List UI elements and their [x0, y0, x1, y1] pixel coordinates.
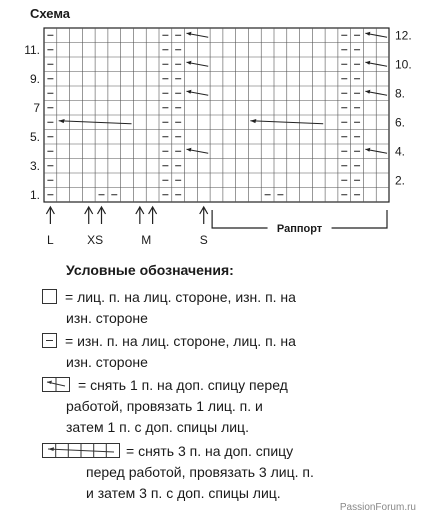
row-label-right: 10.: [395, 57, 412, 72]
row-label-right: 4.: [395, 144, 406, 159]
row-label-right: 8.: [395, 86, 406, 101]
row-label-left: 9.: [29, 71, 40, 86]
legend-item-cable-1x1-line-3: затем 1 п. с доп. спицы лиц.: [66, 419, 249, 435]
chart-title: Схема: [30, 6, 71, 21]
size-label: XS: [87, 233, 104, 247]
legend-item-knit-line-2: изн. стороне: [66, 310, 148, 326]
row-label-right: 12.: [395, 28, 412, 43]
row-label-left: 11.: [24, 42, 40, 57]
legend-item-knit: [42, 288, 296, 307]
legend-item-cable-3x3: [42, 442, 293, 461]
legend-item-cable-1x1-line-2: работой, провязать 1 лиц. п. и: [66, 398, 263, 414]
legend-item-cable-3x3-line-2: перед работой, провязать 3 лиц. п.: [86, 464, 314, 480]
repeat-label: Раппорт: [276, 223, 323, 235]
size-label: S: [199, 233, 208, 247]
cable-1x1-icon: [42, 377, 70, 392]
legend-item-cable-3x3-line-1: = снять 3 п. на доп. спицу: [126, 443, 294, 459]
legend-item-cable-1x1-line-1: = снять 1 п. на доп. спицу перед: [78, 377, 288, 393]
size-label: M: [141, 233, 152, 247]
legend-item-cable-3x3-line-3: и затем 3 п. с доп. спицы лиц.: [86, 485, 281, 501]
legend-title: Условные обозначения:: [66, 262, 234, 278]
legend-item-purl: [42, 332, 296, 351]
cable-3x3-icon: [42, 443, 120, 458]
legend-item-cable-1x1: [42, 376, 288, 395]
row-label-right: 6.: [395, 115, 406, 130]
legend-item-purl-line-2: изн. стороне: [66, 354, 148, 370]
row-label-left: 5.: [29, 129, 40, 144]
row-label-left: 7: [33, 100, 40, 115]
row-label-right: 2.: [395, 173, 406, 188]
legend-item-purl-line-1: = изн. п. на лиц. стороне, лиц. п. на: [65, 333, 296, 349]
watermark: PassionForum.ru: [339, 502, 416, 513]
empty-cell-icon: [42, 289, 57, 304]
size-label: L: [47, 233, 54, 247]
dash-cell-icon: [42, 333, 57, 348]
legend-item-knit-line-1: = лиц. п. на лиц. стороне, изн. п. на: [65, 289, 296, 305]
row-label-left: 3.: [29, 158, 40, 173]
row-label-left: 1.: [29, 187, 40, 202]
